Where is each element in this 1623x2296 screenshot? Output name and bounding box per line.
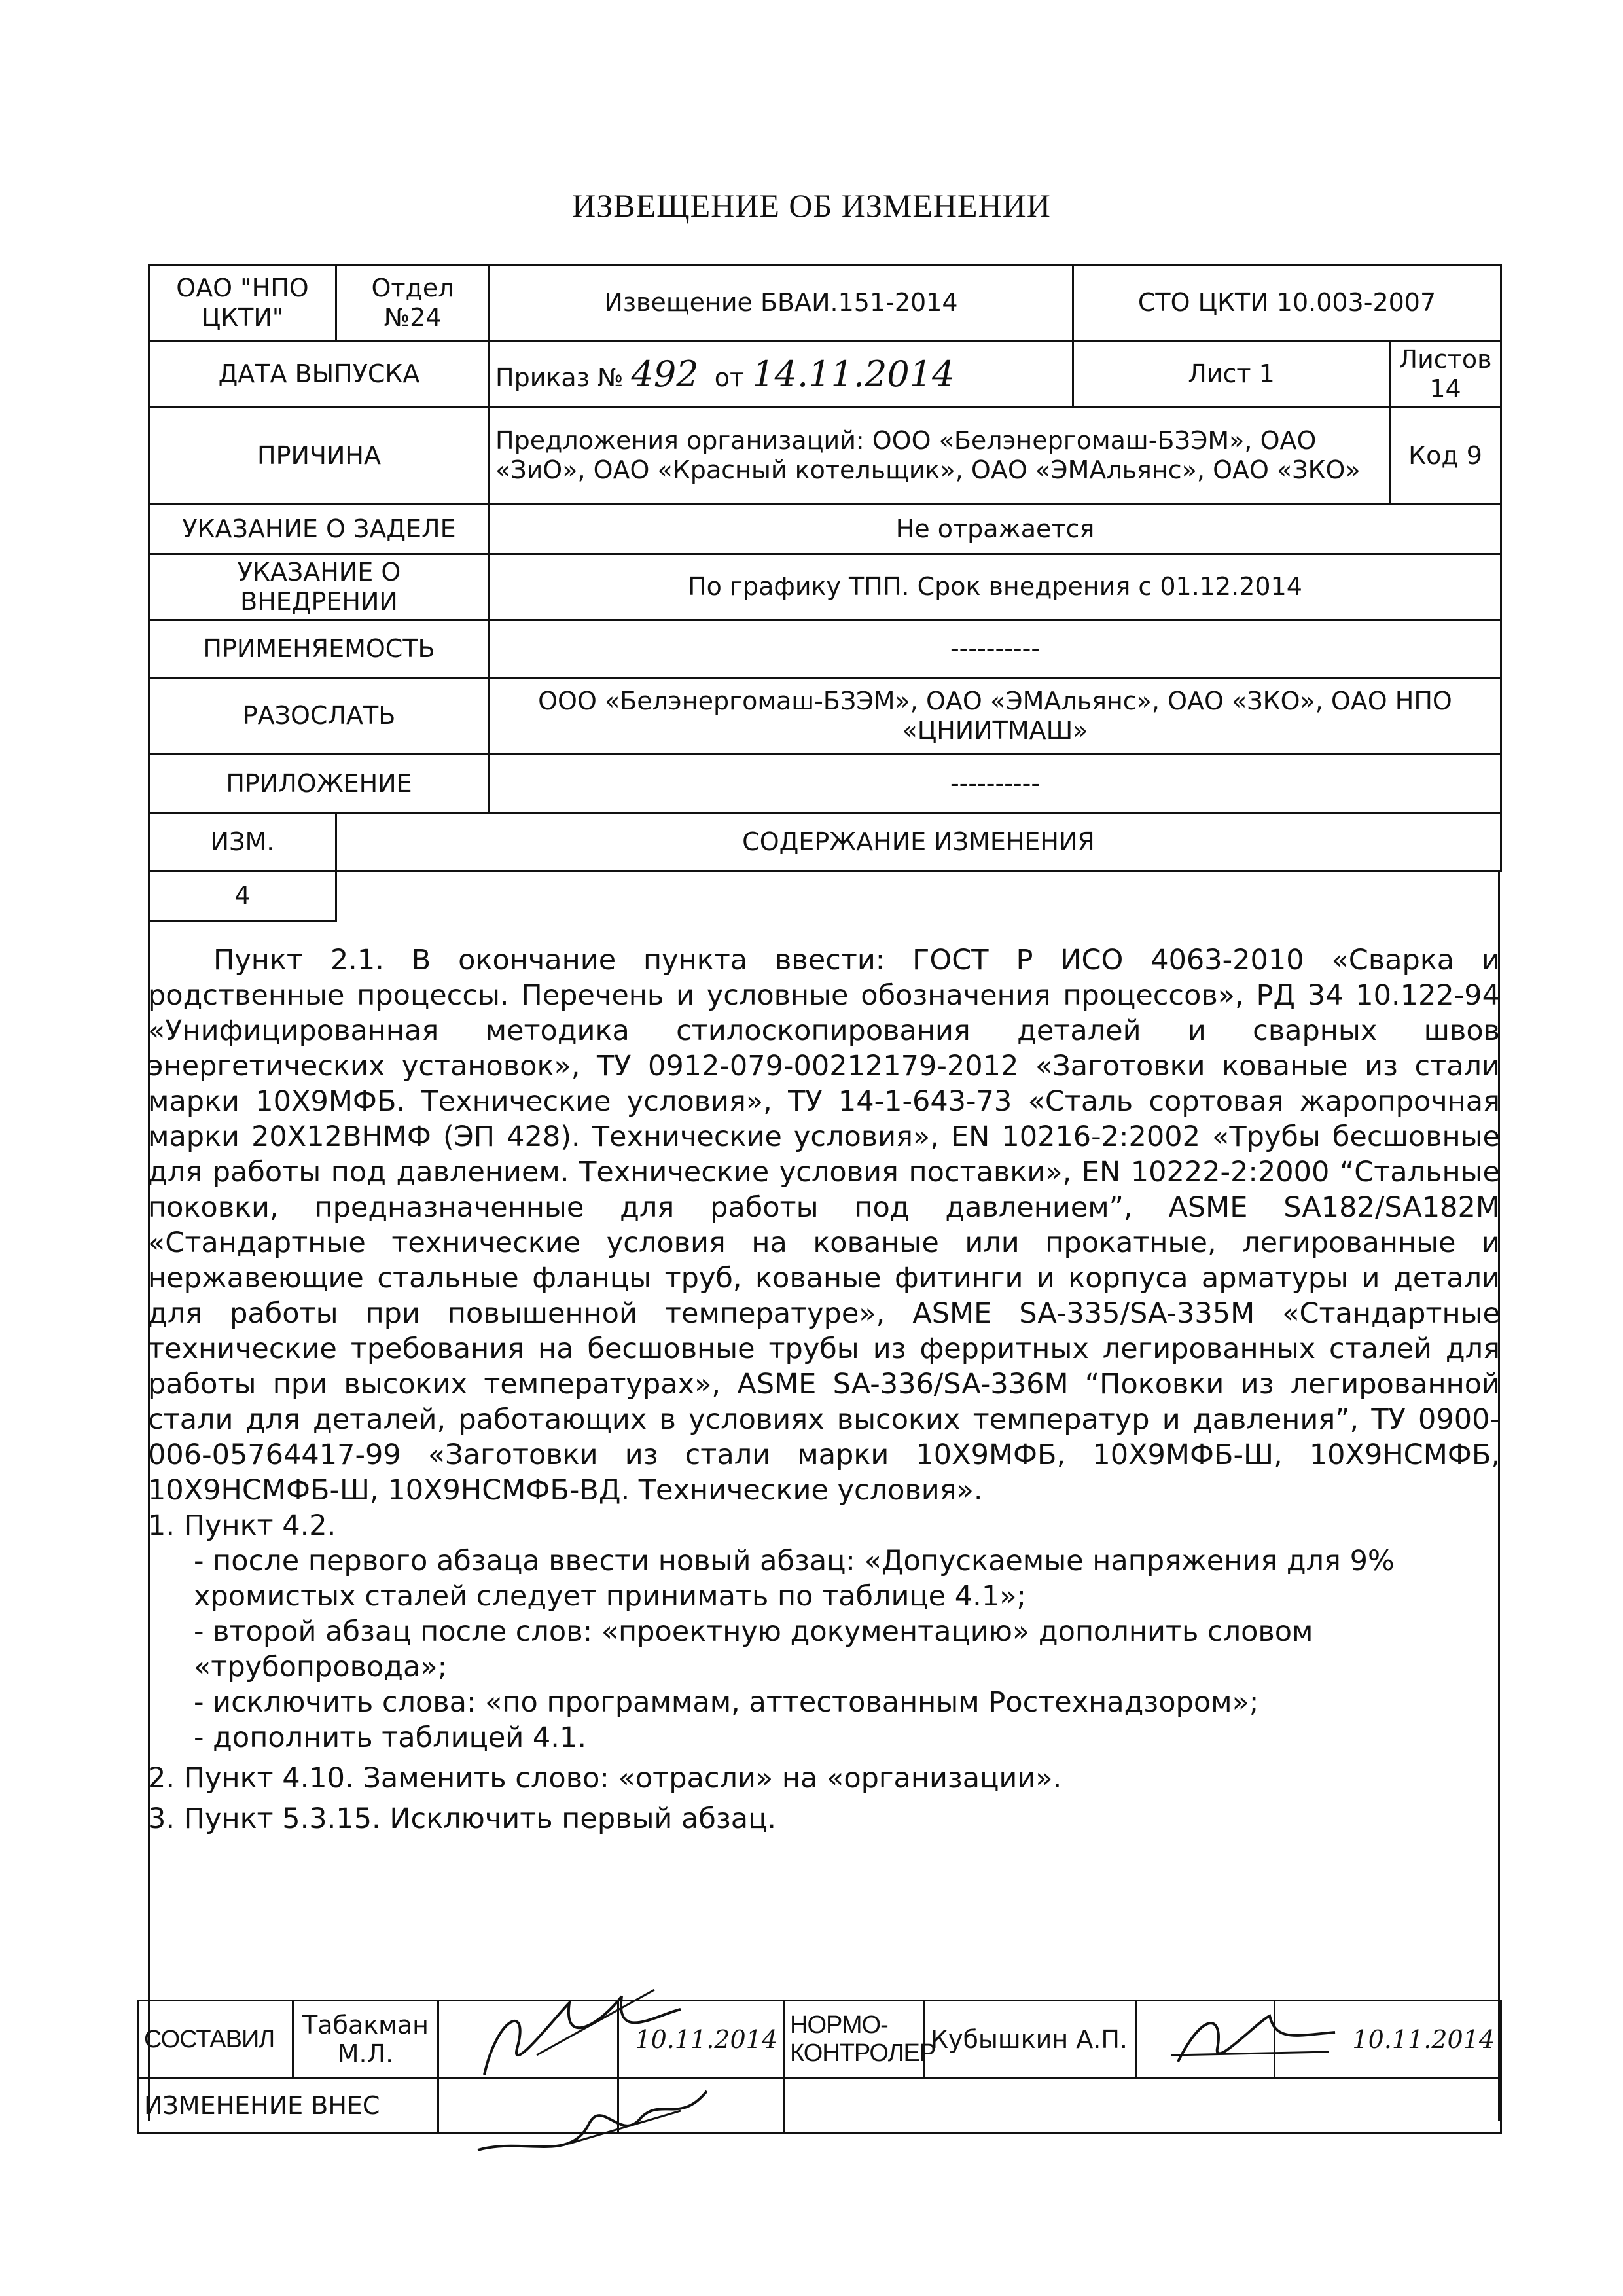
change-number-spacer xyxy=(336,870,1501,921)
order-label: Приказ № xyxy=(495,363,624,392)
reason-code: Код 9 xyxy=(1390,408,1501,504)
issue-date-label: ДАТА ВЫПУСКА xyxy=(149,341,490,408)
changed-label: ИЗМЕНЕНИЕ ВНЕС xyxy=(138,2079,438,2133)
item-3: 3. Пункт 5.3.15. Исключить первый абзац. xyxy=(148,1803,777,1835)
attachment-value: ---------- xyxy=(490,754,1501,813)
order-cell xyxy=(490,341,1073,408)
normcontrol-label: НОРМО-КОНТРОЛЕР xyxy=(784,2001,925,2079)
applicability-value: ---------- xyxy=(490,620,1501,677)
compiled-name: Табакман М.Л. xyxy=(293,2001,438,2079)
sheets-label: Листов xyxy=(1399,344,1492,374)
distribute-label: РАЗОСЛАТЬ xyxy=(149,677,490,754)
applicability-label: ПРИМЕНЯЕМОСТЬ xyxy=(149,620,490,677)
change-number: 4 xyxy=(149,870,336,921)
compiled-label: СОСТАВИЛ xyxy=(138,2001,293,2079)
order-date: 14.11.2014 xyxy=(752,353,955,395)
reserve-label: УКАЗАНИЕ О ЗАДЕЛЕ xyxy=(149,504,490,554)
sheet-number: Лист 1 xyxy=(1073,341,1390,408)
sheets-count: 14 xyxy=(1429,374,1461,403)
implementation-value: По графику ТПП. Срок внедрения с 01.12.2014 xyxy=(490,554,1501,620)
distribute-value: ООО «Белэнергомаш-БЗЭМ», ОАО «ЭМАльянс», ОАО «ЗКО», ОАО НПО «ЦНИИТМАШ» xyxy=(490,677,1501,754)
notice-number: Извещение БВАИ.151-2014 xyxy=(490,265,1073,341)
compiled-signature-image xyxy=(458,1977,694,2101)
item-2: 2. Пункт 4.10. Заменить слово: «отрасли» на «организации». xyxy=(148,1762,1062,1795)
notice-header-table xyxy=(148,264,1502,922)
changed-signature-image xyxy=(471,2085,746,2170)
normcontrol-signature-image xyxy=(1165,1996,1348,2075)
department: Отдел №24 xyxy=(336,265,490,341)
implementation-label: УКАЗАНИЕ О ВНЕДРЕНИИ xyxy=(149,554,490,620)
sheets-cell xyxy=(1390,341,1501,408)
order-from: от xyxy=(714,363,745,392)
content-label: СОДЕРЖАНИЕ ИЗМЕНЕНИЯ xyxy=(336,813,1501,870)
reserve-value: Не отражается xyxy=(490,504,1501,554)
item-1-c: - исключить слова: «по программам, аттестованным Ростехнадзором»; xyxy=(194,1686,1259,1719)
item-1-a: - после первого абзаца ввести новый абзац: «Допускаемые напряжения для 9% хромистых сталей следует принимать по таблице 4.1»; xyxy=(194,1545,1395,1613)
change-content xyxy=(148,942,1500,1837)
reason-text: Предложения организаций: ООО «Белэнергомаш-БЗЭМ», ОАО «ЗиО», ОАО «Красный котельщик», ОАО «ЭМАльянс», ОАО «ЗКО» xyxy=(490,408,1390,504)
changed-rest xyxy=(784,2079,1501,2133)
item-1-d: - дополнить таблицей 4.1. xyxy=(194,1721,586,1754)
reason-label: ПРИЧИНА xyxy=(149,408,490,504)
compiled-date: 10.11.2014 xyxy=(618,2001,784,2079)
org-name: ОАО "НПО ЦКТИ" xyxy=(149,265,336,341)
normcontrol-name: Кубышкин А.П. xyxy=(925,2001,1137,2079)
item-1-b: - второй абзац после слов: «проектную документацию» дополнить словом «трубопровода»; xyxy=(194,1615,1313,1683)
change-label: ИЗМ. xyxy=(149,813,336,870)
attachment-label: ПРИЛОЖЕНИЕ xyxy=(149,754,490,813)
document-title: ИЗВЕЩЕНИЕ ОБ ИЗМЕНЕНИИ xyxy=(572,187,1051,224)
standard-number: СТО ЦКТИ 10.003-2007 xyxy=(1073,265,1501,341)
order-number: 492 xyxy=(631,353,699,395)
normcontrol-date: 10.11.2014 xyxy=(1275,2001,1501,2079)
paragraph-2-1: Пункт 2.1. В окончание пункта ввести: ГОСТ Р ИСО 4063-2010 «Сварка и родственные процессы. Перечень и условные обозначения процессов», РД 34 10.122-94 «Унифицированная методика стилоскопирования деталей и сварных швов энергетических установок», ТУ 0912-079-00212179-2012 «Заготовки кованые из стали марки 10Х9МФБ. Технические условия», ТУ 14-1-643-73 «Сталь сортовая жаропрочная марки 20Х12ВНМФ (ЭП 428). Технические условия», EN 10216-2:2002 «Трубы бесшовные для работы под давлением. Технические условия поставки», EN 10222-2:2000 “Стальные поковки, предназначенные для работы под давлением”, ASME SA182/SA182M «Стандартные технические условия на кованые или прокатные, легированные и нержавеющие стальные фланцы труб, кованые фитинги и корпуса арматуры и детали для работы при повышенной температуре», ASME SA-335/SA-335M «Стандартные технические требования на бесшовные трубы из ферритных легированных сталей для работы при высоких температурах», ASME SA-336/SA-336M “Поковки из легированной стали для деталей, работающих в условиях высоких температур и давления”, ТУ 0900-006-05764417-99 «Заготовки из стали марки 10Х9МФБ, 10Х9МФБ-Ш, 10Х9НСМФБ, 10Х9НСМФБ-Ш, 10Х9НСМФБ-ВД. Технические условия». xyxy=(148,944,1500,1507)
item-1: 1. Пункт 4.2. xyxy=(148,1509,336,1542)
